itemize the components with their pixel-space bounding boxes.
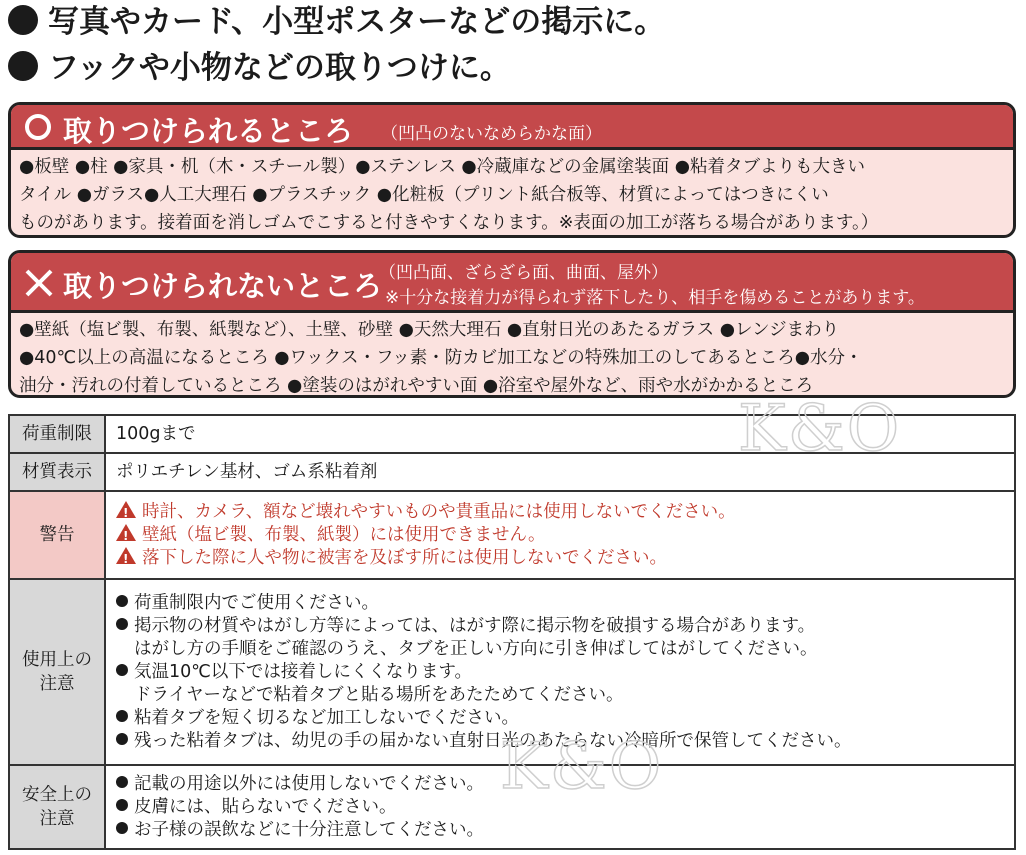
warning-text: 時計、カメラ、額など壊れやすいものや貴重品には使用しないでください。 — [142, 501, 736, 522]
ok-panel-line: ●板壁 ●柱 ●家具・机（木・スチール製）●ステンレス ●冷蔵庫などの金属塗装面 ●粘着タブよりも大きい — [19, 157, 865, 177]
spec-table — [8, 414, 1016, 850]
note-text: お子様の誤飲などに十分注意してください。 — [134, 819, 484, 840]
ng-panel-subtitle-1: （凹凸面、ざらざら面、曲面、屋外） — [379, 263, 668, 283]
note-text: 残った粘着タブは、幼児の手の届かない直射日光のあたらない冷暗所で保管してください。 — [134, 730, 852, 751]
bullet-icon — [116, 618, 128, 630]
list-item — [116, 819, 1014, 842]
headline-2-text: フックや小物などの取りつけに。 — [48, 50, 511, 86]
bullet-icon — [116, 733, 128, 745]
cross-ng-icon — [25, 269, 53, 297]
ng-panel-body — [19, 316, 1007, 398]
bullet-icon — [8, 5, 38, 35]
safety-label — [9, 765, 105, 849]
warning-value — [105, 491, 1015, 579]
safety-label-line: 安全上の — [22, 785, 92, 805]
list-item-continued: ドライヤーなどで粘着タブと貼る場所をあたためてください。 — [134, 684, 624, 705]
note-text: 皮膚には、貼らないでください。 — [134, 796, 397, 817]
bullet-icon — [116, 710, 128, 722]
headline-1 — [8, 2, 665, 42]
ng-panel-header — [11, 253, 1013, 313]
safety-notes — [105, 765, 1015, 849]
list-item — [116, 730, 1014, 753]
ng-panel-line: ●壁紙（塩ビ製、布製、紙製など）、土壁、砂壁 ●天然大理石 ●直射日光のあたるガラス ●レンジまわり — [19, 320, 840, 340]
note-text: 粘着タブを短く切るなど加工しないでください。 — [134, 707, 519, 728]
warning-label: 警告 — [9, 491, 105, 579]
table-row — [9, 491, 1015, 579]
circle-ok-icon — [25, 114, 51, 140]
usage-notes — [105, 579, 1015, 765]
load-label: 荷重制限 — [9, 415, 105, 453]
table-row — [9, 453, 1015, 491]
material-label: 材質表示 — [9, 453, 105, 491]
bullet-icon — [116, 595, 128, 607]
note-text: 掲示物の材質やはがし方等によっては、はがす際に掲示物を破損する場合があります。 — [134, 615, 816, 636]
bullet-icon — [116, 799, 128, 811]
list-item — [116, 796, 1014, 819]
ng-panel-subtitle-2: ※十分な接着力が得られず落下したり、相手を傷めることがあります。 — [385, 288, 925, 308]
warning-line — [116, 524, 1014, 547]
ok-panel-line: タイル ●ガラス●人工大理石 ●プラスチック ●化粧板（プリント紙合板等、材質によってはつきにくい — [19, 185, 829, 205]
table-row — [9, 579, 1015, 765]
ng-panel-line: 油分・汚れの付着しているところ ●塗装のはがれやすい面 ●浴室や屋外など、雨や水がかかるところ — [19, 376, 814, 396]
warning-text: 落下した際に人や物に被害を及ぼす所には使用しないでください。 — [142, 547, 667, 568]
warning-text: 壁紙（塩ビ製、布製、紙製）には使用できません。 — [142, 524, 546, 545]
bullet-icon — [116, 776, 128, 788]
load-value: 100gまで — [105, 415, 1015, 453]
watermark: K&O — [500, 730, 664, 804]
warning-triangle-icon — [116, 547, 136, 564]
list-item — [116, 592, 1014, 615]
note-text: 荷重制限内でご使用ください。 — [134, 592, 379, 613]
note-text: 記載の用途以外には使用しないでください。 — [134, 773, 484, 794]
watermark: K&O — [738, 392, 902, 466]
table-row — [9, 415, 1015, 453]
bullet-icon — [8, 51, 38, 81]
usage-label-line: 使用上の — [22, 650, 92, 670]
headline-2 — [8, 48, 511, 88]
list-item-continued: はがし方の手順をご確認のうえ、タブを正しい方向に引き伸ばしてはがしてください。 — [134, 638, 818, 659]
note-text: 気温10℃以下では接着しにくくなります。 — [134, 661, 473, 682]
ok-panel-body — [19, 153, 1007, 237]
list-item — [116, 707, 1014, 730]
warning-triangle-icon — [116, 524, 136, 541]
list-item — [116, 615, 1014, 638]
usage-label — [9, 579, 105, 765]
warning-line — [116, 501, 1014, 524]
material-value: ポリエチレン基材、ゴム系粘着剤 — [105, 453, 1015, 491]
ok-panel-subtitle: （凹凸のないなめらかな面） — [381, 124, 602, 144]
bullet-icon — [116, 664, 128, 676]
ok-panel — [8, 102, 1016, 238]
safety-label-line: 注意 — [39, 809, 75, 829]
ng-panel — [8, 250, 1016, 398]
headline-1-text: 写真やカード、小型ポスターなどの掲示に。 — [48, 4, 666, 40]
bullet-icon — [116, 822, 128, 834]
ok-panel-title: 取りつけられるところ — [63, 114, 354, 148]
usage-label-line: 注意 — [39, 674, 75, 694]
ng-panel-title: 取りつけられないところ — [63, 269, 383, 303]
ok-panel-header — [11, 105, 1013, 150]
warning-line — [116, 547, 1014, 570]
ok-panel-line: ものがあります。接着面を消しゴムでこすると付きやすくなります。※表面の加工が落ちる場合があります。） — [19, 213, 879, 233]
warning-triangle-icon — [116, 501, 136, 518]
list-item — [116, 661, 1014, 684]
table-row — [9, 765, 1015, 849]
list-item — [116, 773, 1014, 796]
ng-panel-line: ●40℃以上の高温になるところ ●ワックス・フッ素・防カビ加工などの特殊加工のしてあるところ●水分・ — [19, 348, 863, 368]
